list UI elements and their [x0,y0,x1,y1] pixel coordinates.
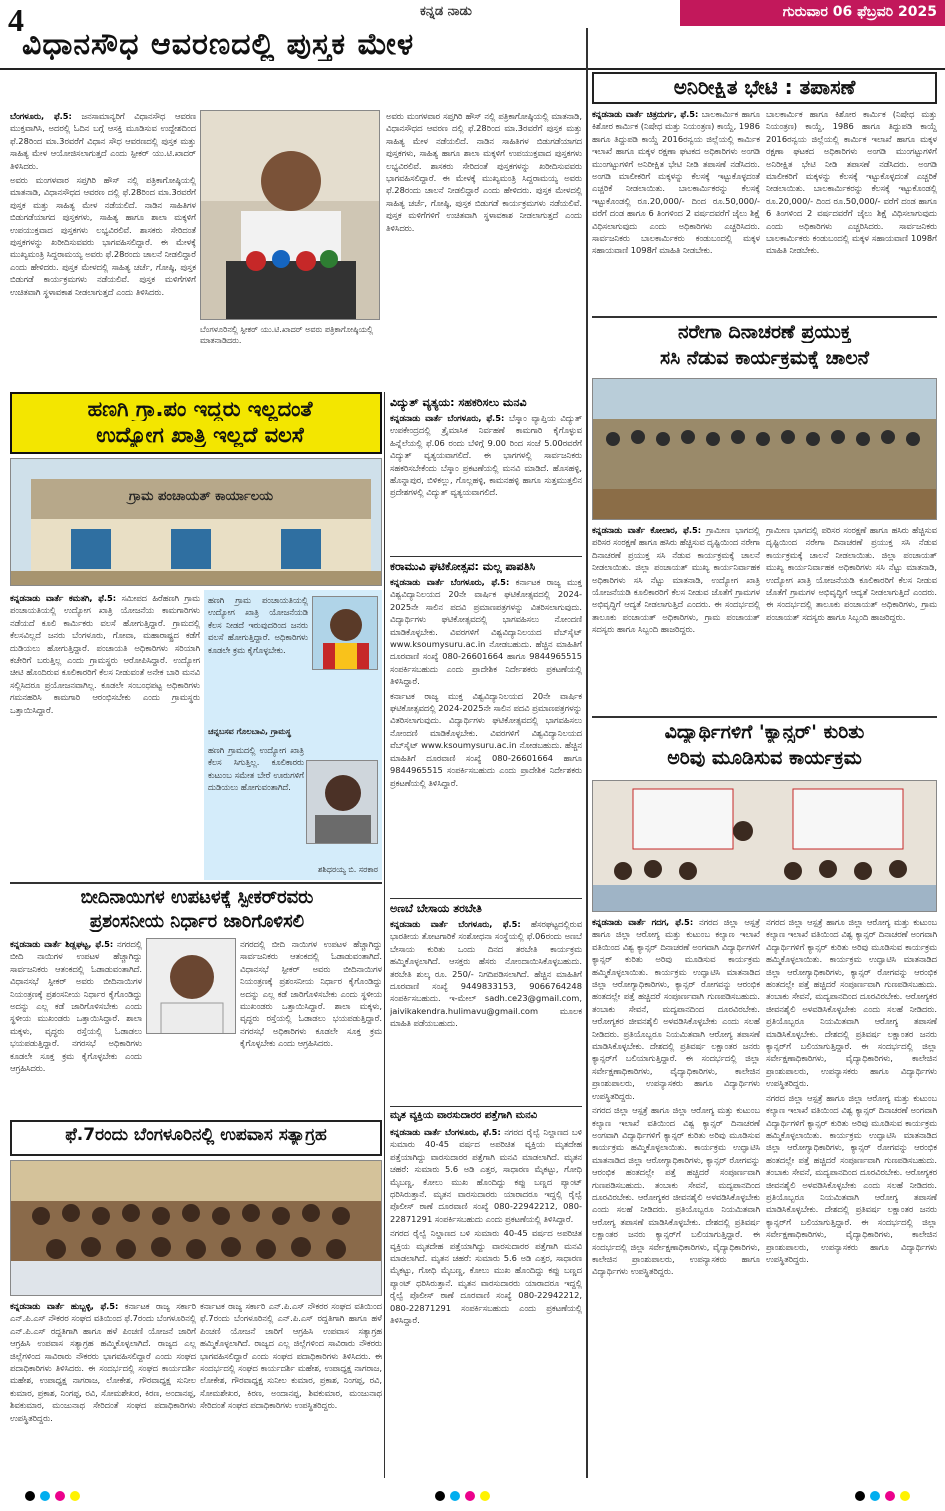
dogs-col2: ನಗರದಲ್ಲಿ ಬೀದಿ ನಾಯಿಗಳ ಉಪಟಳ ಹೆಚ್ಚಾಗಿದ್ದು ಸಾರ್ವಜನಿಕರು ಆತಂಕದಲ್ಲಿ ಓಡಾಡುವಂತಾಗಿದೆ. ವಿಧಾನಸಭೆ ಸ್ಪೀಕರ್ ಅವರು ಬೀದಿನಾಯಿಗಳ ನಿಯಂತ್ರಣಕ್ಕೆ ಪ್ರಶಂಸನೀಯ ನಿರ್ಧಾರ ಕೈಗೊಂಡಿದ್ದು ಅದನ್ನು ಎಲ್ಲ ಕಡೆ ಜಾರಿಗೊಳಿಸಬೇಕು ಎಂದು ಸ್ಥಳೀಯ ಮುಖಂಡರು ಒತ್ತಾಯಿಸಿದ್ದಾರೆ. ಶಾಲಾ ಮಕ್ಕಳು, ವೃದ್ಧರು ರಸ್ತೆಯಲ್ಲಿ ಓಡಾಡಲು ಭಯಪಡುತ್ತಿದ್ದಾರೆ. ನಗರಸಭೆ ಅಧಿಕಾರಿಗಳು ಕೂಡಲೇ ಸೂಕ್ತ ಕ್ರಮ ಕೈಗೊಳ್ಳಬೇಕು ಎಂದು ಆಗ್ರಹಿಸಿದರು. [240,939,382,1049]
village-headline-line1: ಹಣಗಿ ಗ್ರಾ.ಪಂ ಇದ್ದರು ಇಲ್ಲದಂತೆ [87,398,313,421]
cancer-col1: ಕನ್ನಡನಾಡು ವಾರ್ತೆ ಗದಗ, ಫೆ.5: ನಗರದ ಜಿಲ್ಲಾ ಆಸ್ಪತ್ರೆ ಹಾಗೂ ಜಿಲ್ಲಾ ಆರೋಗ್ಯ ಮತ್ತು ಕುಟುಂಬ ಕಲ್ಯಾಣ ಇಲಾಖೆ ವತಿಯಿಂದ ವಿಶ್ವ ಕ್ಯಾನ್ಸರ್ ದಿನಾಚರಣೆ ಅಂಗವಾಗಿ ವಿದ್ಯಾರ್ಥಿಗಳಿಗೆ ಕ್ಯಾನ್ಸರ್ ಕುರಿತು ಅರಿವು ಮೂಡಿಸುವ ಕಾರ್ಯಕ್ರಮ ಹಮ್ಮಿಕೊಳ್ಳಲಾಯಿತು. ಕಾರ್ಯಕ್ರಮ ಉದ್ಘಾಟಿಸಿ ಮಾತನಾಡಿದ ಜಿಲ್ಲಾ ಆರೋಗ್ಯಾಧಿಕಾರಿಗಳು, ಕ್ಯಾನ್ಸರ್ ರೋಗವನ್ನು ಆರಂಭಿಕ ಹಂತದಲ್ಲೇ ಪತ್ತೆ ಹಚ್ಚಿದರೆ ಸಂಪೂರ್ಣವಾಗಿ ಗುಣಪಡಿಸಬಹುದು. ತಂಬಾಕು ಸೇವನೆ, ಮದ್ಯಪಾನದಿಂದ ದೂರವಿರಬೇಕು. ಆರೋಗ್ಯಕರ ಜೀವನಶೈಲಿ ಅಳವಡಿಸಿಕೊಳ್ಳಬೇಕು ಎಂದು ಸಲಹೆ ನೀಡಿದರು. ಪ್ರತಿಯೊಬ್ಬರೂ ನಿಯಮಿತವಾಗಿ ಆರೋಗ್ಯ ತಪಾಸಣೆ ಮಾಡಿಸಿಕೊಳ್ಳಬೇಕು. ದೇಶದಲ್ಲಿ ಪ್ರತಿವರ್ಷ ಲಕ್ಷಾಂತರ ಜನರು ಕ್ಯಾನ್ಸರ್‌ಗೆ ಬಲಿಯಾಗುತ್ತಿದ್ದಾರೆ. ಈ ಸಂದರ್ಭದಲ್ಲಿ ಜಿಲ್ಲಾ ಸರ್ವೇಕ್ಷಣಾಧಿಕಾರಿಗಳು, ವೈದ್ಯಾಧಿಕಾರಿಗಳು, ಕಾಲೇಜಿನ ಪ್ರಾಂಶುಪಾಲರು, ಉಪನ್ಯಾಸಕರು ಹಾಗೂ ವಿದ್ಯಾರ್ಥಿಗಳು ಉಪಸ್ಥಿತರಿದ್ದರು. ನಗರದ ಜಿಲ್ಲಾ ಆಸ್ಪತ್ರೆ ಹಾಗೂ ಜಿಲ್ಲಾ ಆರೋಗ್ಯ ಮತ್ತು ಕುಟುಂಬ ಕಲ್ಯಾಣ ಇಲಾಖೆ ವತಿಯಿಂದ ವಿಶ್ವ ಕ್ಯಾನ್ಸರ್ ದಿನಾಚರಣೆ ಅಂಗವಾಗಿ ವಿದ್ಯಾರ್ಥಿಗಳಿಗೆ ಕ್ಯಾನ್ಸರ್ ಕುರಿತು ಅರಿವು ಮೂಡಿಸುವ ಕಾರ್ಯಕ್ರಮ ಹಮ್ಮಿಕೊಳ್ಳಲಾಯಿತು. ಕಾರ್ಯಕ್ರಮ ಉದ್ಘಾಟಿಸಿ ಮಾತನಾಡಿದ ಜಿಲ್ಲಾ ಆರೋಗ್ಯಾಧಿಕಾರಿಗಳು, ಕ್ಯಾನ್ಸರ್ ರೋಗವನ್ನು ಆರಂಭಿಕ ಹಂತದಲ್ಲೇ ಪತ್ತೆ ಹಚ್ಚಿದರೆ ಸಂಪೂರ್ಣವಾಗಿ ಗುಣಪಡಿಸಬಹುದು. ತಂಬಾಕು ಸೇವನೆ, ಮದ್ಯಪಾನದಿಂದ ದೂರವಿರಬೇಕು. ಆರೋಗ್ಯಕರ ಜೀವನಶೈಲಿ ಅಳವಡಿಸಿಕೊಳ್ಳಬೇಕು ಎಂದು ಸಲಹೆ ನೀಡಿದರು. ಪ್ರತಿಯೊಬ್ಬರೂ ನಿಯಮಿತವಾಗಿ ಆರೋಗ್ಯ ತಪಾಸಣೆ ಮಾಡಿಸಿಕೊಳ್ಳಬೇಕು. ದೇಶದಲ್ಲಿ ಪ್ರತಿವರ್ಷ ಲಕ್ಷಾಂತರ ಜನರು ಕ್ಯಾನ್ಸರ್‌ಗೆ ಬಲಿಯಾಗುತ್ತಿದ್ದಾರೆ. ಈ ಸಂದರ್ಭದಲ್ಲಿ ಜಿಲ್ಲಾ ಸರ್ವೇಕ್ಷಣಾಧಿಕಾರಿಗಳು, ವೈದ್ಯಾಧಿಕಾರಿಗಳು, ಕಾಲೇಜಿನ ಪ್ರಾಂಶುಪಾಲರು, ಉಪನ್ಯಾಸಕರು ಹಾಗೂ ವಿದ್ಯಾರ್ಥಿಗಳು ಉಪಸ್ಥಿತರಿದ್ದರು. [592,917,760,1277]
nrega-headline-line2: ಸಸಿ ನೆಡುವ ಕಾರ್ಯಕ್ರಮಕ್ಕೆ ಚಾಲನೆ [660,348,869,369]
electricity-body: ಕನ್ನಡನಾಡು ವಾರ್ತೆ ಬೆಂಗಳೂರು, ಫೆ.5: ಬೆಸ್ಕಾಂ ವ್ಯಾಪ್ತಿಯ ವಿದ್ಯುತ್ ಉಪಕೇಂದ್ರದಲ್ಲಿ ತ್ರೈಮಾಸಿಕ ನಿರ್ವಹಣೆ ಕಾಮಗಾರಿ ಕೈಗೊಳ್ಳುವ ಹಿನ್ನೆಲೆಯಲ್ಲಿ ಫೆ.06 ರಂದು ಬೆಳಿಗ್ಗೆ 9.00 ರಿಂದ ಸಂಜೆ 5.00ರವರೆಗೆ ವಿದ್ಯುತ್ ವ್ಯತ್ಯಯವಾಗಲಿದೆ. ಈ ಭಾಗಗಳಲ್ಲಿ ಸಾರ್ವಜನಿಕರು ಸಹಕರಿಸಬೇಕೆಂದು ಬೆಸ್ಕಾಂ ಪ್ರಕಟಣೆಯಲ್ಲಿ ಮನವಿ ಮಾಡಿದೆ. ಹೊಸಹಳ್ಳಿ, ಹೊನ್ನಾಪುರ, ಬಿಳಿಕಲ್ಲು, ಗೊಲ್ಲಹಳ್ಳಿ, ಕಾಮನಹಳ್ಳಿ ಹಾಗೂ ಸುತ್ತಮುತ್ತಲಿನ ಪ್ರದೇಶಗಳಲ್ಲಿ ವಿದ್ಯುತ್ ವ್ಯತ್ಯಯವಾಗಲಿದೆ. [390,413,582,498]
book-fair-byline: ಬೆಂಗಳೂರು, ಫೆ.5: [10,111,72,121]
date-bar: ಗುರುವಾರ 06 ಫೆಬ್ರವರಿ 2025 [680,0,945,26]
electricity-headline: ವಿದ್ಯುತ್ ವ್ಯತ್ಯಯ: ಸಹಕರಿಸಲು ಮನವಿ [390,396,527,409]
book-fair-caption: ಬೆಂಗಳೂರಿನಲ್ಲಿ ಸ್ಪೀಕರ್ ಯು.ಟಿ.ಖಾದರ್ ಅವರು ಪತ್ರಿಕಾಗೋಷ್ಠಿಯಲ್ಲಿ ಮಾತನಾಡಿದರು. [200,325,374,345]
nrega-photo [592,378,937,520]
protest-col2: ಕರ್ನಾಟಕ ರಾಜ್ಯ ಸರ್ಕಾರಿ ಎನ್.ಪಿ.ಎಸ್ ನೌಕರರ ಸಂಘದ ವತಿಯಿಂದ ಫೆ.7ರಂದು ಬೆಂಗಳೂರಿನಲ್ಲಿ ಎನ್.ಪಿ.ಎಸ್ ರದ್ದತಿಗಾಗಿ ಹಾಗೂ ಹಳೆ ಪಿಂಚಣಿ ಯೋಜನೆ ಜಾರಿಗೆ ಆಗ್ರಹಿಸಿ ಉಪವಾಸ ಸತ್ಯಾಗ್ರಹ ಹಮ್ಮಿಕೊಳ್ಳಲಾಗಿದೆ. ರಾಜ್ಯದ ಎಲ್ಲ ಜಿಲ್ಲೆಗಳಿಂದ ಸಾವಿರಾರು ನೌಕರರು ಭಾಗವಹಿಸಲಿದ್ದಾರೆ ಎಂದು ಸಂಘದ ಪದಾಧಿಕಾರಿಗಳು ತಿಳಿಸಿದರು. ಈ ಸಂದರ್ಭದಲ್ಲಿ ಸಂಘದ ಕಾರ್ಯದರ್ಶಿ ಮಹೇಶ, ಉಪಾಧ್ಯಕ್ಷ ನಾಗರಾಜ, ಲೋಕೇಶ, ಗೌರವಾಧ್ಯಕ್ಷ ಸುನೀಲ ಕುಮಾರ, ಪ್ರಕಾಶ, ನಿಂಗಪ್ಪ, ರವಿ, ಸೋಮಶೇಖರ, ಕಿರಣ, ಅಂದಾನಪ್ಪ, ಶಿವಕುಮಾರ, ಮಂಜುನಾಥ ಸೇರಿದಂತೆ ಸಂಘದ ಪದಾಧಿಕಾರಿಗಳು ಉಪಸ್ಥಿತರಿದ್ದರು. [200,1301,382,1411]
dogs-headline-line2: ಪ್ರಶಂಸನೀಯ ನಿರ್ಧಾರ ಜಾರಿಗೊಳಿಸಲಿ [89,912,305,932]
registration-strip [0,1485,945,1507]
cancer-col2: ನಗರದ ಜಿಲ್ಲಾ ಆಸ್ಪತ್ರೆ ಹಾಗೂ ಜಿಲ್ಲಾ ಆರೋಗ್ಯ ಮತ್ತು ಕುಟುಂಬ ಕಲ್ಯಾಣ ಇಲಾಖೆ ವತಿಯಿಂದ ವಿಶ್ವ ಕ್ಯಾನ್ಸರ್ ದಿನಾಚರಣೆ ಅಂಗವಾಗಿ ವಿದ್ಯಾರ್ಥಿಗಳಿಗೆ ಕ್ಯಾನ್ಸರ್ ಕುರಿತು ಅರಿವು ಮೂಡಿಸುವ ಕಾರ್ಯಕ್ರಮ ಹಮ್ಮಿಕೊಳ್ಳಲಾಯಿತು. ಕಾರ್ಯಕ್ರಮ ಉದ್ಘಾಟಿಸಿ ಮಾತನಾಡಿದ ಜಿಲ್ಲಾ ಆರೋಗ್ಯಾಧಿಕಾರಿಗಳು, ಕ್ಯಾನ್ಸರ್ ರೋಗವನ್ನು ಆರಂಭಿಕ ಹಂತದಲ್ಲೇ ಪತ್ತೆ ಹಚ್ಚಿದರೆ ಸಂಪೂರ್ಣವಾಗಿ ಗುಣಪಡಿಸಬಹುದು. ತಂಬಾಕು ಸೇವನೆ, ಮದ್ಯಪಾನದಿಂದ ದೂರವಿರಬೇಕು. ಆರೋಗ್ಯಕರ ಜೀವನಶೈಲಿ ಅಳವಡಿಸಿಕೊಳ್ಳಬೇಕು ಎಂದು ಸಲಹೆ ನೀಡಿದರು. ಪ್ರತಿಯೊಬ್ಬರೂ ನಿಯಮಿತವಾಗಿ ಆರೋಗ್ಯ ತಪಾಸಣೆ ಮಾಡಿಸಿಕೊಳ್ಳಬೇಕು. ದೇಶದಲ್ಲಿ ಪ್ರತಿವರ್ಷ ಲಕ್ಷಾಂತರ ಜನರು ಕ್ಯಾನ್ಸರ್‌ಗೆ ಬಲಿಯಾಗುತ್ತಿದ್ದಾರೆ. ಈ ಸಂದರ್ಭದಲ್ಲಿ ಜಿಲ್ಲಾ ಸರ್ವೇಕ್ಷಣಾಧಿಕಾರಿಗಳು, ವೈದ್ಯಾಧಿಕಾರಿಗಳು, ಕಾಲೇಜಿನ ಪ್ರಾಂಶುಪಾಲರು, ಉಪನ್ಯಾಸಕರು ಹಾಗೂ ವಿದ್ಯಾರ್ಥಿಗಳು ಉಪಸ್ಥಿತರಿದ್ದರು. ನಗರದ ಜಿಲ್ಲಾ ಆಸ್ಪತ್ರೆ ಹಾಗೂ ಜಿಲ್ಲಾ ಆರೋಗ್ಯ ಮತ್ತು ಕುಟುಂಬ ಕಲ್ಯಾಣ ಇಲಾಖೆ ವತಿಯಿಂದ ವಿಶ್ವ ಕ್ಯಾನ್ಸರ್ ದಿನಾಚರಣೆ ಅಂಗವಾಗಿ ವಿದ್ಯಾರ್ಥಿಗಳಿಗೆ ಕ್ಯಾನ್ಸರ್ ಕುರಿತು ಅರಿವು ಮೂಡಿಸುವ ಕಾರ್ಯಕ್ರಮ ಹಮ್ಮಿಕೊಳ್ಳಲಾಯಿತು. ಕಾರ್ಯಕ್ರಮ ಉದ್ಘಾಟಿಸಿ ಮಾತನಾಡಿದ ಜಿಲ್ಲಾ ಆರೋಗ್ಯಾಧಿಕಾರಿಗಳು, ಕ್ಯಾನ್ಸರ್ ರೋಗವನ್ನು ಆರಂಭಿಕ ಹಂತದಲ್ಲೇ ಪತ್ತೆ ಹಚ್ಚಿದರೆ ಸಂಪೂರ್ಣವಾಗಿ ಗುಣಪಡಿಸಬಹುದು. ತಂಬಾಕು ಸೇವನೆ, ಮದ್ಯಪಾನದಿಂದ ದೂರವಿರಬೇಕು. ಆರೋಗ್ಯಕರ ಜೀವನಶೈಲಿ ಅಳವಡಿಸಿಕೊಳ್ಳಬೇಕು ಎಂದು ಸಲಹೆ ನೀಡಿದರು. ಪ್ರತಿಯೊಬ್ಬರೂ ನಿಯಮಿತವಾಗಿ ಆರೋಗ್ಯ ತಪಾಸಣೆ ಮಾಡಿಸಿಕೊಳ್ಳಬೇಕು. ದೇಶದಲ್ಲಿ ಪ್ರತಿವರ್ಷ ಲಕ್ಷಾಂತರ ಜನರು ಕ್ಯಾನ್ಸರ್‌ಗೆ ಬಲಿಯಾಗುತ್ತಿದ್ದಾರೆ. ಈ ಸಂದರ್ಭದಲ್ಲಿ ಜಿಲ್ಲಾ ಸರ್ವೇಕ್ಷಣಾಧಿಕಾರಿಗಳು, ವೈದ್ಯಾಧಿಕಾರಿಗಳು, ಕಾಲೇಜಿನ ಪ್ರಾಂಶುಪಾಲರು, ಉಪನ್ಯಾಸಕರು ಹಾಗೂ ವಿದ್ಯಾರ್ಥಿಗಳು ಉಪಸ್ಥಿತರಿದ್ದರು. [766,917,937,1264]
quote1-text: ಹಣಗಿ ಗ್ರಾಮ ಪಂಚಾಯತಿಯಲ್ಲಿ ಉದ್ಯೋಗ ಖಾತ್ರಿ ಯೋಜನೆಯಡಿ ಕೆಲಸ ನೀಡದೆ ಇರುವುದರಿಂದ ಜನರು ವಲಸೆ ಹೋಗುತ್ತಿದ್ದಾರೆ. ಅಧಿಕಾರಿಗಳು ಕೂಡಲೇ ಕ್ರಮ ಕೈಗೊಳ್ಳಬೇಕು. [208,595,308,655]
mushroom-body: ಕನ್ನಡನಾಡು ವಾರ್ತೆ ಬೆಂಗಳೂರು, ಫೆ.5: ಹೆಸರಘಟ್ಟದಲ್ಲಿರುವ ಭಾರತೀಯ ತೋಟಗಾರಿಕೆ ಸಂಶೋಧನಾ ಸಂಸ್ಥೆಯಲ್ಲಿ ಫೆ.06ರಂದು ಅಣಬೆ ಬೇಸಾಯ ಕುರಿತು ಒಂದು ದಿನದ ತರಬೇತಿ ಕಾರ್ಯಕ್ರಮ ಹಮ್ಮಿಕೊಳ್ಳಲಾಗಿದೆ. ಆಸಕ್ತರು ಹೆಸರು ನೋಂದಾಯಿಸಿಕೊಳ್ಳಬಹುದು. ತರಬೇತಿ ಶುಲ್ಕ ರೂ. 250/- ನಿಗದಿಪಡಿಸಲಾಗಿದೆ. ಹೆಚ್ಚಿನ ಮಾಹಿತಿಗೆ ದೂರವಾಣಿ ಸಂಖ್ಯೆ 9449833153, 9066764248 ಸಂಪರ್ಕಿಸಬಹುದು. ಇ-ಮೇಲ್ sadh.ce23@gmail.com, jaivikakendra.hulimavu@gmail.com ಮೂಲಕ ಮಾಹಿತಿ ಪಡೆಯಬಹುದು. [390,919,582,1029]
quote2-text: ಹಣಗಿ ಗ್ರಾಮದಲ್ಲಿ ಉದ್ಯೋಗ ಖಾತ್ರಿ ಕೆಲಸ ಸಿಗುತ್ತಿಲ್ಲ. ಕೂಲಿಕಾರರು ಕುಟುಂಬ ಸಮೇತ ಬೇರೆ ಊರುಗಳಿಗೆ ದುಡಿಯಲು ಹೋಗುವಂತಾಗಿದೆ. [208,745,304,793]
protest-group-photo [10,1160,382,1296]
page-number: 4 [8,2,24,38]
nrega-col2: ಗ್ರಾಮೀಣ ಭಾಗದಲ್ಲಿ ಪರಿಸರ ಸಂರಕ್ಷಣೆ ಹಾಗೂ ಹಸಿರು ಹೆಚ್ಚಿಸುವ ದೃಷ್ಟಿಯಿಂದ ನರೇಗಾ ದಿನಾಚರಣೆ ಪ್ರಯುಕ್ತ ಸಸಿ ನೆಡುವ ಕಾರ್ಯಕ್ರಮಕ್ಕೆ ಚಾಲನೆ ನೀಡಲಾಯಿತು. ಜಿಲ್ಲಾ ಪಂಚಾಯತ್ ಮುಖ್ಯ ಕಾರ್ಯನಿರ್ವಾಹಕ ಅಧಿಕಾರಿಗಳು ಸಸಿ ನೆಟ್ಟು ಮಾತನಾಡಿ, ಉದ್ಯೋಗ ಖಾತ್ರಿ ಯೋಜನೆಯಡಿ ಕೂಲಿಕಾರರಿಗೆ ಕೆಲಸ ನೀಡುವ ಜೊತೆಗೆ ಗ್ರಾಮಗಳ ಅಭಿವೃದ್ಧಿಗೆ ಆದ್ಯತೆ ನೀಡಲಾಗುತ್ತಿದೆ ಎಂದರು. ಈ ಸಂದರ್ಭದಲ್ಲಿ ತಾಲೂಕು ಪಂಚಾಯತ್ ಅಧಿಕಾರಿಗಳು, ಗ್ರಾಮ ಪಂಚಾಯತ್ ಸದಸ್ಯರು ಹಾಗೂ ಸಿಬ್ಬಂದಿ ಹಾಜರಿದ್ದರು. [766,525,937,622]
dogs-col1: ಕನ್ನಡನಾಡು ವಾರ್ತೆ ಶಿಡ್ಲಘಟ್ಟ, ಫೆ.5: ನಗರದಲ್ಲಿ ಬೀದಿ ನಾಯಿಗಳ ಉಪಟಳ ಹೆಚ್ಚಾಗಿದ್ದು ಸಾರ್ವಜನಿಕರು ಆತಂಕದಲ್ಲಿ ಓಡಾಡುವಂತಾಗಿದೆ. ವಿಧಾನಸಭೆ ಸ್ಪೀಕರ್ ಅವರು ಬೀದಿನಾಯಿಗಳ ನಿಯಂತ್ರಣಕ್ಕೆ ಪ್ರಶಂಸನೀಯ ನಿರ್ಧಾರ ಕೈಗೊಂಡಿದ್ದು ಅದನ್ನು ಎಲ್ಲ ಕಡೆ ಜಾರಿಗೊಳಿಸಬೇಕು ಎಂದು ಸ್ಥಳೀಯ ಮುಖಂಡರು ಒತ್ತಾಯಿಸಿದ್ದಾರೆ. ಶಾಲಾ ಮಕ್ಕಳು, ವೃದ್ಧರು ರಸ್ತೆಯಲ್ಲಿ ಓಡಾಡಲು ಭಯಪಡುತ್ತಿದ್ದಾರೆ. ನಗರಸಭೆ ಅಧಿಕಾರಿಗಳು ಕೂಡಲೇ ಸೂಕ್ತ ಕ್ರಮ ಕೈಗೊಳ್ಳಬೇಕು ಎಂದು ಆಗ್ರಹಿಸಿದರು. [10,939,142,1074]
quote2-portrait [306,760,378,844]
book-fair-lead: ಜನಸಾಮಾನ್ಯರಿಗೆ ವಿಧಾನಸೌಧ ಆವರಣ ಮುಕ್ತವಾಗಿಸಿ, ಅದರಲ್ಲಿ ಓದಿನ ಬಗ್ಗೆ ಆಸಕ್ತಿ ಮೂಡಿಸುವ ಉದ್ದೇಶದಿಂದ ಫೆ.28ರಿಂದ ಮಾ.3ರವರೆಗೆ ವಿಧಾನ ಸೌಧ ಆವರಣದಲ್ಲಿ ಪುಸ್ತಕ ಮತ್ತು ಸಾಹಿತ್ಯ ಮೇಳ ಆಯೋಜಿಸಲಾಗುತ್ತದೆ ಎಂದು ಸ್ಪೀಕರ್ ಯು.ಟಿ.ಖಾದರ್ ತಿಳಿಸಿದರು. [10,111,196,171]
protest-col1: ಕನ್ನಡನಾಡು ವಾರ್ತೆ ಹುಬ್ಬಳ್ಳಿ, ಫೆ.5: ಕರ್ನಾಟಕ ರಾಜ್ಯ ಸರ್ಕಾರಿ ಎನ್.ಪಿ.ಎಸ್ ನೌಕರರ ಸಂಘದ ವತಿಯಿಂದ ಫೆ.7ರಂದು ಬೆಂಗಳೂರಿನಲ್ಲಿ ಎನ್.ಪಿ.ಎಸ್ ರದ್ದತಿಗಾಗಿ ಹಾಗೂ ಹಳೆ ಪಿಂಚಣಿ ಯೋಜನೆ ಜಾರಿಗೆ ಆಗ್ರಹಿಸಿ ಉಪವಾಸ ಸತ್ಯಾಗ್ರಹ ಹಮ್ಮಿಕೊಳ್ಳಲಾಗಿದೆ. ರಾಜ್ಯದ ಎಲ್ಲ ಜಿಲ್ಲೆಗಳಿಂದ ಸಾವಿರಾರು ನೌಕರರು ಭಾಗವಹಿಸಲಿದ್ದಾರೆ ಎಂದು ಸಂಘದ ಪದಾಧಿಕಾರಿಗಳು ತಿಳಿಸಿದರು. ಈ ಸಂದರ್ಭದಲ್ಲಿ ಸಂಘದ ಕಾರ್ಯದರ್ಶಿ ಮಹೇಶ, ಉಪಾಧ್ಯಕ್ಷ ನಾಗರಾಜ, ಲೋಕೇಶ, ಗೌರವಾಧ್ಯಕ್ಷ ಸುನೀಲ ಕುಮಾರ, ಪ್ರಕಾಶ, ನಿಂಗಪ್ಪ, ರವಿ, ಸೋಮಶೇಖರ, ಕಿರಣ, ಅಂದಾನಪ್ಪ, ಶಿವಕುಮಾರ, ಮಂಜುನಾಥ ಸೇರಿದಂತೆ ಸಂಘದ ಪದಾಧಿಕಾರಿಗಳು ಉಪಸ್ಥಿತರಿದ್ದರು. [10,1301,196,1423]
convocation-body: ಕನ್ನಡನಾಡು ವಾರ್ತೆ ಬೆಂಗಳೂರು, ಫೆ.5: ಕರ್ನಾಟಕ ರಾಜ್ಯ ಮುಕ್ತ ವಿಶ್ವವಿದ್ಯಾನಿಲಯದ 20ನೇ ವಾರ್ಷಿಕ ಘಟಿಕೋತ್ಸವದಲ್ಲಿ 2024-2025ನೇ ಸಾಲಿನ ಪದವಿ ಪ್ರಮಾಣಪತ್ರಗಳನ್ನು ವಿತರಿಸಲಾಗುವುದು. ವಿದ್ಯಾರ್ಥಿಗಳು ಘಟಿಕೋತ್ಸವದಲ್ಲಿ ಭಾಗವಹಿಸಲು ನೋಂದಣಿ ಮಾಡಿಕೊಳ್ಳಬೇಕು. ವಿವರಗಳಿಗೆ ವಿಶ್ವವಿದ್ಯಾನಿಲಯದ ವೆಬ್‌ಸೈಟ್ www.ksoumysuru.ac.in ನೋಡಬಹುದು. ಹೆಚ್ಚಿನ ಮಾಹಿತಿಗೆ ದೂರವಾಣಿ ಸಂಖ್ಯೆ 080-26601664 ಹಾಗೂ 9844965515 ಸಂಪರ್ಕಿಸಬಹುದು ಎಂದು ಪ್ರಾದೇಶಿಕ ನಿರ್ದೇಶಕರು ಪ್ರಕಟಣೆಯಲ್ಲಿ ತಿಳಿಸಿದ್ದಾರೆ. ಕರ್ನಾಟಕ ರಾಜ್ಯ ಮುಕ್ತ ವಿಶ್ವವಿದ್ಯಾನಿಲಯದ 20ನೇ ವಾರ್ಷಿಕ ಘಟಿಕೋತ್ಸವದಲ್ಲಿ 2024-2025ನೇ ಸಾಲಿನ ಪದವಿ ಪ್ರಮಾಣಪತ್ರಗಳನ್ನು ವಿತರಿಸಲಾಗುವುದು. ವಿದ್ಯಾರ್ಥಿಗಳು ಘಟಿಕೋತ್ಸವದಲ್ಲಿ ಭಾಗವಹಿಸಲು ನೋಂದಣಿ ಮಾಡಿಕೊಳ್ಳಬೇಕು. ವಿವರಗಳಿಗೆ ವಿಶ್ವವಿದ್ಯಾನಿಲಯದ ವೆಬ್‌ಸೈಟ್ www.ksoumysuru.ac.in ನೋಡಬಹುದು. ಹೆಚ್ಚಿನ ಮಾಹಿತಿಗೆ ದೂರವಾಣಿ ಸಂಖ್ಯೆ 080-26601664 ಹಾಗೂ 9844965515 ಸಂಪರ್ಕಿಸಬಹುದು ಎಂದು ಪ್ರಾದೇಶಿಕ ನಿರ್ದೇಶಕರು ಪ್ರಕಟಣೆಯಲ್ಲಿ ತಿಳಿಸಿದ್ದಾರೆ. [390,577,582,788]
village-body-text: ಸಮೀಪದ ಹಿರೆಹಣಗಿ ಗ್ರಾಮ ಪಂಚಾಯತಿಯಲ್ಲಿ ಉದ್ಯೋಗ ಖಾತ್ರಿ ಯೋಜನೆಯ ಕಾಮಗಾರಿಗಳು ನಡೆಯದೆ ಕೂಲಿ ಕಾರ್ಮಿಕರು ವಲಸೆ ಹೋಗುತ್ತಿದ್ದಾರೆ. ಗ್ರಾಮದಲ್ಲಿ ಕೆಲಸವಿಲ್ಲದೆ ಜನರು ಬೆಂಗಳೂರು, ಗೋವಾ, ಮಹಾರಾಷ್ಟ್ರದ ಕಡೆಗೆ ದುಡಿಯಲು ಹೋಗುತ್ತಿದ್ದಾರೆ. ಪಂಚಾಯತಿ ಅಧಿಕಾರಿಗಳು ಸರಿಯಾಗಿ ಕಚೇರಿಗೆ ಬರುತ್ತಿಲ್ಲ ಎಂದು ಗ್ರಾಮಸ್ಥರು ಆರೋಪಿಸಿದ್ದಾರೆ. ಉದ್ಯೋಗ ಚೀಟಿ ಹೊಂದಿರುವ ಕೂಲಿಕಾರರಿಗೆ ಕೆಲಸ ನೀಡುವಂತೆ ಅನೇಕ ಬಾರಿ ಮನವಿ ಸಲ್ಲಿಸಿದರೂ ಪ್ರಯೋಜನವಾಗಿಲ್ಲ. ಕೂಡಲೇ ಸಂಬಂಧಪಟ್ಟ ಅಧಿಕಾರಿಗಳು ಗಮನಹರಿಸಿ ಕಾಮಗಾರಿ ಆರಂಭಿಸಬೇಕು ಎಂದು ಗ್ರಾಮಸ್ಥರು ಒತ್ತಾಯಿಸಿದ್ದಾರೆ. [10,593,200,715]
unclaimed-body-text: ಕನ್ನಡನಾಡು ವಾರ್ತೆ ಬೆಂಗಳೂರು, ಫೆ.5: ನಗರದ ರೈಲ್ವೆ ನಿಲ್ದಾಣದ ಬಳಿ ಸುಮಾರು 40-45 ವರ್ಷದ ಅಪರಿಚಿತ ವ್ಯಕ್ತಿಯ ಮೃತದೇಹ ಪತ್ತೆಯಾಗಿದ್ದು ವಾರಸುದಾರರ ಪತ್ತೆಗಾಗಿ ಮನವಿ ಮಾಡಲಾಗಿದೆ. ಮೃತನ ಚಹರೆ: ಸುಮಾರು 5.6 ಅಡಿ ಎತ್ತರ, ಸಾಧಾರಣ ಮೈಕಟ್ಟು, ಗೋಧಿ ಮೈಬಣ್ಣ, ಕೋಲು ಮುಖ ಹೊಂದಿದ್ದು ಕಪ್ಪು ಬಣ್ಣದ ಪ್ಯಾಂಟ್ ಧರಿಸಿರುತ್ತಾನೆ. ಮೃತನ ವಾರಸುದಾರರು ಯಾರಾದರೂ ಇದ್ದಲ್ಲಿ ರೈಲ್ವೆ ಪೊಲೀಸ್ ಠಾಣೆ ದೂರವಾಣಿ ಸಂಖ್ಯೆ 080-22942212, 080-22871291 ಸಂಪರ್ಕಿಸಬಹುದು ಎಂದು ಪ್ರಕಟಣೆಯಲ್ಲಿ ತಿಳಿಸಿದ್ದಾರೆ. ನಗರದ ರೈಲ್ವೆ ನಿಲ್ದಾಣದ ಬಳಿ ಸುಮಾರು 40-45 ವರ್ಷದ ಅಪರಿಚಿತ ವ್ಯಕ್ತಿಯ ಮೃತದೇಹ ಪತ್ತೆಯಾಗಿದ್ದು ವಾರಸುದಾರರ ಪತ್ತೆಗಾಗಿ ಮನವಿ ಮಾಡಲಾಗಿದೆ. ಮೃತನ ಚಹರೆ: ಸುಮಾರು 5.6 ಅಡಿ ಎತ್ತರ, ಸಾಧಾರಣ ಮೈಕಟ್ಟು, ಗೋಧಿ ಮೈಬಣ್ಣ, ಕೋಲು ಮುಖ ಹೊಂದಿದ್ದು ಕಪ್ಪು ಬಣ್ಣದ ಪ್ಯಾಂಟ್ ಧರಿಸಿರುತ್ತಾನೆ. ಮೃತನ ವಾರಸುದಾರರು ಯಾರಾದರೂ ಇದ್ದಲ್ಲಿ ರೈಲ್ವೆ ಪೊಲೀಸ್ ಠಾಣೆ ದೂರವಾಣಿ ಸಂಖ್ಯೆ 080-22942212, 080-22871291 ಸಂಪರ್ಕಿಸಬಹುದು ಎಂದು ಪ್ರಕಟಣೆಯಲ್ಲಿ ತಿಳಿಸಿದ್ದಾರೆ. [390,1127,582,1326]
quote2-name: ಶಶಿಧರಯ್ಯ ಬಿ. ಸರಕಾರ [318,865,378,874]
book-fair-col1 [10,110,196,392]
panchayat-office-photo [10,458,382,586]
quote1-portrait [312,596,378,670]
cancer-event-photo [592,780,937,912]
inspection-headline: ಅನಿರೀಕ್ಷಿತ ಭೇಟಿ : ತಪಾಸಣೆ [673,76,856,98]
inspection-col1: ಕನ್ನಡನಾಡು ವಾರ್ತೆ ಚಿತ್ರದುರ್ಗ, ಫೆ.5: ಬಾಲಕಾರ್ಮಿಕ ಹಾಗೂ ಕಿಶೋರ ಕಾರ್ಮಿಕ (ನಿಷೇಧ ಮತ್ತು ನಿಯಂತ್ರಣ) ಕಾಯ್ದೆ, 1986 ಹಾಗೂ ತಿದ್ದುಪಡಿ ಕಾಯ್ದೆ 2016ರನ್ವಯ ಜಿಲ್ಲೆಯಲ್ಲಿ ಕಾರ್ಮಿಕ ಇಲಾಖೆ ಹಾಗೂ ಮಕ್ಕಳ ರಕ್ಷಣಾ ಘಟಕದ ಅಧಿಕಾರಿಗಳು ಅಂಗಡಿ ಮುಂಗಟ್ಟುಗಳಿಗೆ ಅನಿರೀಕ್ಷಿತ ಭೇಟಿ ನೀಡಿ ತಪಾಸಣೆ ನಡೆಸಿದರು. ಅಂಗಡಿ ಮಾಲೀಕರಿಗೆ ಮಕ್ಕಳನ್ನು ಕೆಲಸಕ್ಕೆ ಇಟ್ಟುಕೊಳ್ಳದಂತೆ ಎಚ್ಚರಿಕೆ ನೀಡಲಾಯಿತು. ಬಾಲಕಾರ್ಮಿಕರನ್ನು ಕೆಲಸಕ್ಕೆ ಇಟ್ಟುಕೊಂಡಲ್ಲಿ ರೂ.20,000/- ದಿಂದ ರೂ.50,000/- ವರೆಗೆ ದಂಡ ಹಾಗೂ 6 ತಿಂಗಳಿಂದ 2 ವರ್ಷದವರೆಗೆ ಜೈಲು ಶಿಕ್ಷೆ ವಿಧಿಸಲಾಗುವುದು ಎಂದು ಅಧಿಕಾರಿಗಳು ಎಚ್ಚರಿಸಿದರು. ಸಾರ್ವಜನಿಕರು ಬಾಲಕಾರ್ಮಿಕರು ಕಂಡುಬಂದಲ್ಲಿ ಮಕ್ಕಳ ಸಹಾಯವಾಣಿ 1098ಗೆ ಮಾಹಿತಿ ನೀಡಬೇಕು. [592,109,760,256]
village-byline: ಕನ್ನಡನಾಡು ವಾರ್ತೆ ಕಮತಗಿ, ಫೆ.5: [10,593,117,603]
mushroom-headline: ಅಣಬೆ ಬೇಸಾಯ ತರಬೇತಿ [390,902,482,915]
unclaimed-body-headline: ಮೃತ ವ್ಯಕ್ತಿಯ ವಾರಸುದಾರರ ಪತ್ತೆಗಾಗಿ ಮನವಿ [390,1110,538,1121]
dogs-portrait [146,938,236,1034]
book-fair-headline: ವಿಧಾನಸೌಧ ಆವರಣದಲ್ಲಿ ಪುಸ್ತಕ ಮೇಳ [22,28,415,61]
masthead [0,0,945,70]
cancer-headline-line2: ಅರಿವು ಮೂಡಿಸುವ ಕಾರ್ಯಕ್ರಮ [667,748,862,769]
village-headline-line2: ಉದ್ಯೋಗ ಖಾತ್ರಿ ಇಲ್ಲದೆ ವಲಸೆ [96,424,304,447]
speaker-press-photo [201,111,380,320]
panchayat-sign: ಗ್ರಾಮ ಪಂಚಾಯತ್ ಕಾರ್ಯಾಲಯ [128,489,274,504]
inspection-col2: ಬಾಲಕಾರ್ಮಿಕ ಹಾಗೂ ಕಿಶೋರ ಕಾರ್ಮಿಕ (ನಿಷೇಧ ಮತ್ತು ನಿಯಂತ್ರಣ) ಕಾಯ್ದೆ, 1986 ಹಾಗೂ ತಿದ್ದುಪಡಿ ಕಾಯ್ದೆ 2016ರನ್ವಯ ಜಿಲ್ಲೆಯಲ್ಲಿ ಕಾರ್ಮಿಕ ಇಲಾಖೆ ಹಾಗೂ ಮಕ್ಕಳ ರಕ್ಷಣಾ ಘಟಕದ ಅಧಿಕಾರಿಗಳು ಅಂಗಡಿ ಮುಂಗಟ್ಟುಗಳಿಗೆ ಅನಿರೀಕ್ಷಿತ ಭೇಟಿ ನೀಡಿ ತಪಾಸಣೆ ನಡೆಸಿದರು. ಅಂಗಡಿ ಮಾಲೀಕರಿಗೆ ಮಕ್ಕಳನ್ನು ಕೆಲಸಕ್ಕೆ ಇಟ್ಟುಕೊಳ್ಳದಂತೆ ಎಚ್ಚರಿಕೆ ನೀಡಲಾಯಿತು. ಬಾಲಕಾರ್ಮಿಕರನ್ನು ಕೆಲಸಕ್ಕೆ ಇಟ್ಟುಕೊಂಡಲ್ಲಿ ರೂ.20,000/- ದಿಂದ ರೂ.50,000/- ವರೆಗೆ ದಂಡ ಹಾಗೂ 6 ತಿಂಗಳಿಂದ 2 ವರ್ಷದವರೆಗೆ ಜೈಲು ಶಿಕ್ಷೆ ವಿಧಿಸಲಾಗುವುದು ಎಂದು ಅಧಿಕಾರಿಗಳು ಎಚ್ಚರಿಸಿದರು. ಸಾರ್ವಜನಿಕರು ಬಾಲಕಾರ್ಮಿಕರು ಕಂಡುಬಂದಲ್ಲಿ ಮಕ್ಕಳ ಸಹಾಯವಾಣಿ 1098ಗೆ ಮಾಹಿತಿ ನೀಡಬೇಕು. [766,109,937,256]
dogs-headline-line1: ಬೀದಿನಾಯಿಗಳ ಉಪಟಳಕ್ಕೆ ಸ್ಪೀಕರ್‌ರವರು [80,888,314,908]
nrega-col1: ಕನ್ನಡನಾಡು ವಾರ್ತೆ ಕೋಲಾರ, ಫೆ.5: ಗ್ರಾಮೀಣ ಭಾಗದಲ್ಲಿ ಪರಿಸರ ಸಂರಕ್ಷಣೆ ಹಾಗೂ ಹಸಿರು ಹೆಚ್ಚಿಸುವ ದೃಷ್ಟಿಯಿಂದ ನರೇಗಾ ದಿನಾಚರಣೆ ಪ್ರಯುಕ್ತ ಸಸಿ ನೆಡುವ ಕಾರ್ಯಕ್ರಮಕ್ಕೆ ಚಾಲನೆ ನೀಡಲಾಯಿತು. ಜಿಲ್ಲಾ ಪಂಚಾಯತ್ ಮುಖ್ಯ ಕಾರ್ಯನಿರ್ವಾಹಕ ಅಧಿಕಾರಿಗಳು ಸಸಿ ನೆಟ್ಟು ಮಾತನಾಡಿ, ಉದ್ಯೋಗ ಖಾತ್ರಿ ಯೋಜನೆಯಡಿ ಕೂಲಿಕಾರರಿಗೆ ಕೆಲಸ ನೀಡುವ ಜೊತೆಗೆ ಗ್ರಾಮಗಳ ಅಭಿವೃದ್ಧಿಗೆ ಆದ್ಯತೆ ನೀಡಲಾಗುತ್ತಿದೆ ಎಂದರು. ಈ ಸಂದರ್ಭದಲ್ಲಿ ತಾಲೂಕು ಪಂಚಾಯತ್ ಅಧಿಕಾರಿಗಳು, ಗ್ರಾಮ ಪಂಚಾಯತ್ ಸದಸ್ಯರು ಹಾಗೂ ಸಿಬ್ಬಂದಿ ಹಾಜರಿದ್ದರು. [592,525,760,635]
paper-name: ಕನ್ನಡ ನಾಡು [420,4,472,19]
column-divider [586,28,588,1478]
protest-headline: ಫೆ.7ರಂದು ಬೆಂಗಳೂರಿನಲ್ಲಿ ಉಪವಾಸ ಸತ್ಯಾಗ್ರಹ [65,1126,327,1145]
book-fair-body: ಅವರು ಮಂಗಳವಾರ ಸಪ್ತಗಿರಿ ಹೌಸ್ ನಲ್ಲಿ ಪತ್ರಿಕಾಗೋಷ್ಠಿಯಲ್ಲಿ ಮಾತನಾಡಿ, ವಿಧಾನಸೌಧದ ಆವರಣ ದಲ್ಲಿ ಫೆ.28ರಿಂದ ಮಾ.3ರವರೆಗೆ ಪುಸ್ತಕ ಮತ್ತು ಸಾಹಿತ್ಯ ಮೇಳ ನಡೆಯಲಿದೆ. ನಾಡಿನ ಸಾಹಿತಿಗಳ ಬಿಡುಗಡೆಯಾಗದ ಪುಸ್ತಕಗಳು, ಸಾಹಿತ್ಯ ಹಾಗೂ ಶಾಲಾ ಮಕ್ಕಳಿಗೆ ಉಪಯುಕ್ತವಾದ ಪುಸ್ತಕಗಳು ಲಭ್ಯವಿರಲಿವೆ. ಶಾಸಕರು ಸೇರಿದಂತೆ ಪುಸ್ತಕಗಳನ್ನು ಖರೀದಿಸುವವರು ಭಾಗವಹಿಸಲಿದ್ದಾರೆ. ಈ ಮೇಳಕ್ಕೆ ಮುಖ್ಯಮಂತ್ರಿ ಸಿದ್ದರಾಮಯ್ಯ ಅವರು ಫೆ.28ರಂದು ಚಾಲನೆ ನೀಡಲಿದ್ದಾರೆ ಎಂದು ಹೇಳಿದರು. ಪುಸ್ತಕ ಮೇಳದಲ್ಲಿ ಸಾಹಿತ್ಯ ಚರ್ಚೆ, ಗೋಷ್ಠಿ, ಪುಸ್ತಕ ಬಿಡುಗಡೆ ಕಾರ್ಯಕ್ರಮಗಳು ನಡೆಯಲಿವೆ. ಪುಸ್ತಕ ಮಳಿಗೆಗಳಿಗೆ ಉಚಿತವಾಗಿ ಸ್ಥಳಾವಕಾಶ ನೀಡಲಾಗುತ್ತದೆ ಎಂದು ತಿಳಿಸಿದರು. [10,175,196,297]
village-body [10,592,200,880]
cancer-headline-line1: ವಿದ್ಯಾರ್ಥಿಗಳಿಗೆ 'ಕ್ಯಾನ್ಸರ್' ಕುರಿತು [664,722,865,743]
convocation-headline: ಕರಾಮುವಿ ಘಟಿಕೋತ್ಸವ: ಮಲ್ಲ ಪಾಪತಿಸಿ [390,560,536,573]
quote1-name: ಚನ್ನಬಸವ ಗೊಲಬಾವಿ, ಗ್ರಾಮಸ್ಥ [208,727,291,736]
book-fair-photo [200,110,380,320]
nrega-headline-line1: ನರೇಗಾ ದಿನಾಚರಣೆ ಪ್ರಯುಕ್ತ [677,322,852,343]
book-fair-col3: ಅವರು ಮಂಗಳವಾರ ಸಪ್ತಗಿರಿ ಹೌಸ್ ನಲ್ಲಿ ಪತ್ರಿಕಾಗೋಷ್ಠಿಯಲ್ಲಿ ಮಾತನಾಡಿ, ವಿಧಾನಸೌಧದ ಆವರಣ ದಲ್ಲಿ ಫೆ.28ರಿಂದ ಮಾ.3ರವರೆಗೆ ಪುಸ್ತಕ ಮತ್ತು ಸಾಹಿತ್ಯ ಮೇಳ ನಡೆಯಲಿದೆ. ನಾಡಿನ ಸಾಹಿತಿಗಳ ಬಿಡುಗಡೆಯಾಗದ ಪುಸ್ತಕಗಳು, ಸಾಹಿತ್ಯ ಹಾಗೂ ಶಾಲಾ ಮಕ್ಕಳಿಗೆ ಉಪಯುಕ್ತವಾದ ಪುಸ್ತಕಗಳು ಲಭ್ಯವಿರಲಿವೆ. ಶಾಸಕರು ಸೇರಿದಂತೆ ಪುಸ್ತಕಗಳನ್ನು ಖರೀದಿಸುವವರು ಭಾಗವಹಿಸಲಿದ್ದಾರೆ. ಈ ಮೇಳಕ್ಕೆ ಮುಖ್ಯಮಂತ್ರಿ ಸಿದ್ದರಾಮಯ್ಯ ಅವರು ಫೆ.28ರಂದು ಚಾಲನೆ ನೀಡಲಿದ್ದಾರೆ ಎಂದು ಹೇಳಿದರು. ಪುಸ್ತಕ ಮೇಳದಲ್ಲಿ ಸಾಹಿತ್ಯ ಚರ್ಚೆ, ಗೋಷ್ಠಿ, ಪುಸ್ತಕ ಬಿಡುಗಡೆ ಕಾರ್ಯಕ್ರಮಗಳು ನಡೆಯಲಿವೆ. ಪುಸ್ತಕ ಮಳಿಗೆಗಳಿಗೆ ಉಚಿತವಾಗಿ ಸ್ಥಳಾವಕಾಶ ನೀಡಲಾಗುತ್ತದೆ ಎಂದು ತಿಳಿಸಿದರು. [386,111,582,233]
